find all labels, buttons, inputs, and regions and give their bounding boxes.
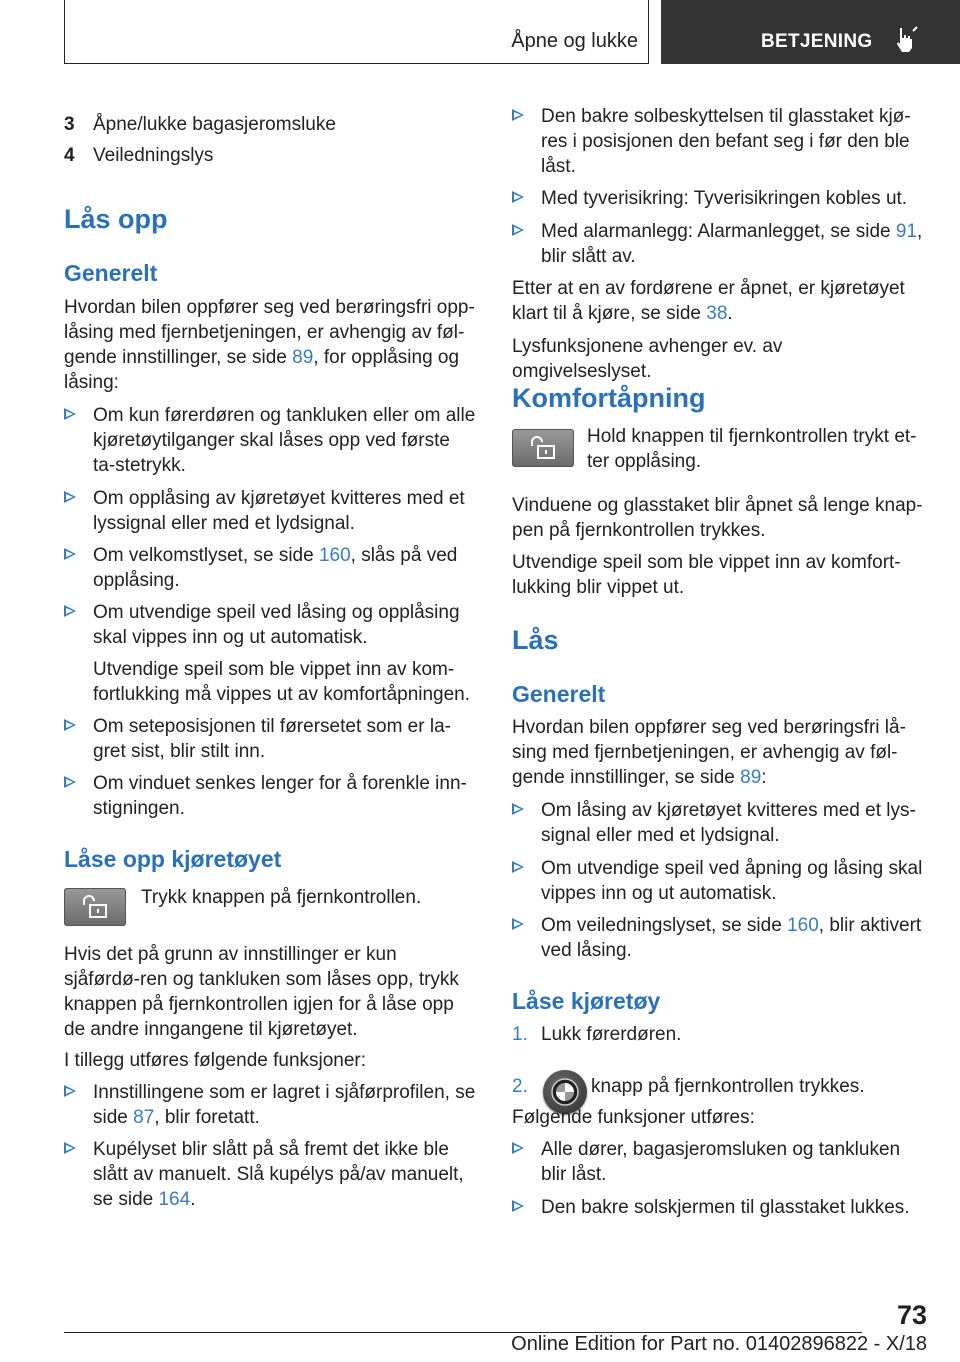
page-link[interactable]: 160: [787, 915, 819, 936]
list-number: 4: [64, 145, 75, 166]
list-text: Veiledningslys: [93, 145, 214, 166]
list-item: [64, 112, 476, 137]
header-chapter-title: BETJENING: [761, 31, 873, 52]
bullet-triangle-icon: [64, 548, 76, 560]
paragraph-hvis: Hvis det på grunn av innstillinger er kun sjåførdø‐ren og tankluken som låses opp, trykk knappen på fjernkontrollen igjen for å låse opp de andre inngangene til kjøretøyet.: [64, 944, 459, 1040]
page-link[interactable]: 38: [706, 303, 728, 324]
page-link[interactable]: 164: [158, 1189, 191, 1210]
unlock-key-icon: [512, 429, 574, 467]
bullet-triangle-icon: [64, 1142, 76, 1154]
heading-generelt: Generelt: [64, 260, 158, 286]
paragraph-generelt-intro: Hvordan bilen oppfører seg ved berøringsfri lå‐sing med fjernbetjeningen, er avhengig av føl‐gende innstillinger, se side 89:: [512, 717, 906, 788]
bullet-triangle-icon: [64, 1085, 76, 1097]
hand-pointer-icon: [891, 24, 921, 54]
heading-lase-kjoretoy: Låse kjøretøy: [512, 988, 661, 1014]
bullet-note: Utvendige speil som ble vippet inn av kom‐fortlukking må vippes ut av komfortåpningen.: [93, 659, 471, 705]
bullet-item: Om opplåsing av kjøretøyet kvitteres med et lyssignal eller med et lydsignal.: [64, 486, 476, 536]
bullet-item: Om låsing av kjøretøyet kvitteres med et lys‐signal eller med et lydsignal.: [512, 798, 926, 848]
paragraph-generelt-intro: Hvordan bilen oppfører seg ved berøringsfri opp‐låsing med fjernbetjeningen, er avhengig av føl‐gende innstillinger, se side 89, for opplåsing og låsing:: [64, 297, 475, 393]
bullet-item: Om seteposisjonen til førersetet som er la‐gret sist, blir stilt inn.: [64, 714, 476, 764]
list-text: Åpne/lukke bagasjeromsluke: [93, 114, 336, 135]
bullet-triangle-icon: [512, 109, 524, 121]
bullet-triangle-icon: [512, 803, 524, 815]
bullet-triangle-icon: [64, 776, 76, 788]
paragraph-etter: Etter at en av fordørene er åpnet, er kjøretøyet klart til å kjøre, se side 38.: [512, 278, 905, 324]
heading-las-opp: Lås opp: [64, 204, 168, 234]
bullet-item: Om utvendige speil ved låsing og opplåsing skal vippes inn og ut automatisk.: [64, 600, 476, 650]
footer-edition: Online Edition for Part no. 01402896822 - X/18: [511, 1333, 927, 1355]
bullet-triangle-icon: [64, 491, 76, 503]
bullet-item: Om velkomstlyset, se side 160, slås på ved opplåsing.: [64, 543, 476, 593]
bullet-item: Om utvendige speil ved åpning og låsing skal vippes inn og ut automatisk.: [512, 856, 926, 906]
bullet-item: Den bakre solbeskyttelsen til glasstaket kjø‐res i posisjonen den befant seg i før den ble låst.: [512, 104, 926, 179]
step-item: 1. Lukk førerdøren.: [512, 1024, 682, 1045]
step-number: 2.: [512, 1076, 528, 1097]
bullet-item: Med tyverisikring: Tyverisikringen kobles ut.: [512, 186, 926, 211]
bullet-item: Med alarmanlegg: Alarmanlegget, se side 91, blir slått av.: [512, 219, 926, 269]
bullet-triangle-icon: [512, 224, 524, 236]
bullet-triangle-icon: [512, 861, 524, 873]
bullet-item: Kupélyset blir slått på så fremt det ikke ble slått av manuelt. Slå kupélys på/av manuelt, se side 164.: [64, 1137, 476, 1212]
bullet-item: Om vinduet senkes lenger for å forenkle inn‐stigningen.: [64, 771, 476, 821]
page-link[interactable]: 91: [895, 221, 918, 242]
page-link[interactable]: 87: [133, 1107, 155, 1128]
bullet-triangle-icon: [64, 408, 76, 420]
list-number: 3: [64, 114, 75, 135]
key-instruction: Trykk knappen på fjernkontrollen.: [141, 887, 422, 908]
header-section-box: [64, 0, 649, 64]
bullet-item: Om kun førerdøren og tankluken eller om alle kjøretøytilganger skal låses opp ved første ta‐stetrykk.: [64, 403, 476, 478]
komfort-instruction: Hold knappen til fjernkontrollen trykt et‐ter opplåsing.: [587, 426, 917, 472]
page-link[interactable]: 160: [318, 545, 351, 566]
step-number: 1.: [512, 1024, 528, 1045]
paragraph-folgende: Følgende funksjoner utføres:: [512, 1107, 755, 1128]
paragraph-vinduene: Vinduene og glasstaket blir åpnet så lenge knap‐pen på fjernkontrollen trykkes.: [512, 495, 923, 541]
paragraph-lys: Lysfunksjonene avhenger ev. av omgivelseslyset.: [512, 336, 783, 382]
heading-komfortapning: Komfortåpning: [512, 383, 706, 413]
list-item: [64, 143, 476, 168]
header-section-title: Åpne og lukke: [511, 30, 638, 52]
heading-las: Lås: [512, 625, 559, 655]
header-chapter-tab: [661, 0, 960, 64]
page-number: 73: [896, 1300, 927, 1330]
bullet-triangle-icon: [512, 918, 524, 930]
page-link[interactable]: 89: [292, 347, 314, 368]
bullet-triangle-icon: [512, 1142, 524, 1154]
bullet-triangle-icon: [512, 191, 524, 203]
heading-generelt: Generelt: [512, 681, 606, 707]
heading-lase-opp-kjoretoyet: Låse opp kjøretøyet: [64, 846, 282, 872]
bullet-triangle-icon: [64, 719, 76, 731]
bullet-triangle-icon: [64, 605, 76, 617]
bullet-item: Innstillingene som er lagret i sjåførprofilen, se side 87, blir foretatt.: [64, 1080, 476, 1130]
unlock-key-icon: [64, 888, 126, 926]
bullet-item: Den bakre solskjermen til glasstaket lukkes.: [512, 1195, 926, 1220]
bullet-item: Alle dører, bagasjeromsluken og tankluken blir låst.: [512, 1137, 926, 1187]
paragraph-utvendige: Utvendige speil som ble vippet inn av komfort‐lukking blir vippet ut.: [512, 552, 901, 598]
page-link[interactable]: 89: [740, 767, 762, 788]
bullet-triangle-icon: [512, 1200, 524, 1212]
bullet-item: Om veiledningslyset, se side 160, blir aktivert ved låsing.: [512, 913, 926, 963]
paragraph-tillegg: I tillegg utføres følgende funksjoner:: [64, 1050, 367, 1071]
